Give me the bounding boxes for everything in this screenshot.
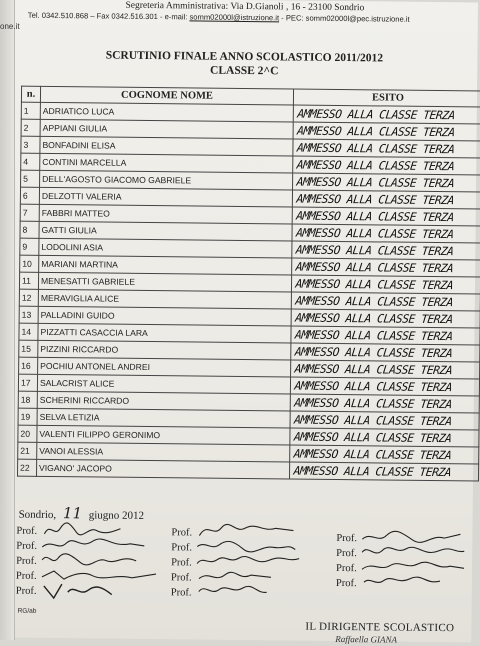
row-number: 1: [21, 102, 40, 119]
prof-label: Prof.: [16, 555, 37, 567]
handwritten-esito-text: AMMESSO ALLA CLASSE TERZA: [295, 208, 455, 225]
prof-label: Prof.: [16, 540, 38, 552]
student-esito: [290, 428, 479, 447]
student-name: DELZOTTI VALERIA: [39, 187, 292, 207]
student-esito: [291, 343, 480, 362]
document-code: RG/ab: [17, 607, 37, 615]
student-name: FABBRI MATTEO: [39, 204, 292, 224]
handwritten-esito-text: AMMESSO ALLA CLASSE TERZA: [295, 174, 455, 191]
handwritten-esito-text: AMMESSO ALLA CLASSE TERZA: [293, 446, 453, 463]
title-line-2: CLASSE 2^C: [210, 64, 279, 78]
student-esito: [291, 360, 480, 379]
student-name: CONTINI MARCELLA: [40, 153, 293, 173]
handwritten-esito-text: AMMESSO ALLA CLASSE TERZA: [292, 463, 452, 480]
student-name: SELVA LETIZIA: [37, 408, 290, 428]
pec-address: somm02000l@pec.istruzione.it: [305, 13, 410, 24]
header-name: COGNOME NOME: [40, 86, 293, 105]
row-number: 18: [18, 391, 37, 408]
student-name: SCHERINI RICCARDO: [37, 391, 290, 411]
row-number: 10: [20, 255, 39, 272]
dirigente-name: Raffaella GIANA: [335, 633, 398, 645]
title-line-1: SCRUTINIO FINALE ANNO SCOLASTICO 2011/2012: [105, 49, 384, 65]
student-esito: [293, 156, 480, 175]
student-esito: [292, 224, 480, 243]
student-esito: [290, 445, 479, 464]
handwritten-esito-text: AMMESSO ALLA CLASSE TERZA: [296, 140, 456, 157]
prof-label: Prof.: [335, 562, 357, 575]
student-name: PIZZINI RICCARDO: [38, 340, 291, 360]
row-number: 17: [18, 374, 37, 391]
student-name: ADRIATICO LUCA: [40, 102, 293, 122]
signature-10: [171, 587, 192, 598]
row-number: 4: [21, 153, 40, 170]
row-number: 15: [19, 340, 38, 357]
pec-prefix: - PEC:: [279, 13, 306, 23]
row-number: 6: [20, 187, 39, 204]
student-name: VALENTI FILIPPO GERONIMO: [37, 425, 290, 445]
row-number: 11: [19, 272, 38, 289]
signature-7: [171, 542, 192, 553]
handwritten-esito-text: AMMESSO ALLA CLASSE TERZA: [294, 327, 454, 344]
handwritten-esito-text: AMMESSO ALLA CLASSE TERZA: [296, 106, 456, 123]
prof-label: Prof.: [15, 585, 37, 597]
student-esito: [293, 173, 480, 192]
signature-9: [171, 572, 192, 583]
adjacent-page-edge: [0, 0, 20, 640]
signature-4: [16, 571, 37, 582]
student-esito: [290, 411, 479, 430]
student-esito: [289, 462, 478, 481]
student-esito: [291, 309, 480, 328]
prof-label: Prof.: [171, 542, 193, 554]
handwritten-signature-icon: [360, 572, 460, 593]
handwritten-esito-text: AMMESSO ALLA CLASSE TERZA: [294, 310, 454, 327]
student-esito: [292, 207, 480, 226]
prof-label: Prof.: [335, 577, 357, 590]
row-number: 3: [21, 136, 40, 153]
student-esito: [293, 122, 480, 141]
handwritten-esito-text: AMMESSO ALLA CLASSE TERZA: [293, 412, 453, 429]
dirigente-title: IL DIRIGENTE SCOLASTICO: [305, 620, 455, 635]
student-name: MENESATTI GABRIELE: [38, 272, 291, 292]
row-number: 12: [19, 289, 38, 306]
student-name: VIGANO' JACOPO: [37, 459, 290, 479]
student-name: DELL'AGOSTO GIACOMO GABRIELE: [40, 170, 293, 190]
student-esito: [291, 326, 480, 345]
handwritten-esito-text: AMMESSO ALLA CLASSE TERZA: [293, 395, 453, 412]
signature-2: [16, 541, 37, 552]
prof-label: Prof.: [16, 525, 38, 537]
signature-12: [336, 548, 357, 559]
prof-label: Prof.: [171, 527, 193, 539]
student-name: LODOLINI ASIA: [39, 238, 292, 258]
signature-13: [336, 563, 357, 574]
handwritten-signature-icon: [195, 582, 285, 603]
handwritten-esito-text: AMMESSO ALLA CLASSE TERZA: [293, 361, 453, 378]
row-number: 2: [21, 119, 40, 136]
student-name: MERAVIGLIA ALICE: [38, 289, 291, 309]
row-number: 13: [19, 306, 38, 323]
handwritten-signature-icon: [40, 580, 140, 603]
date-prefix: Sondrio,: [18, 508, 57, 522]
signature-11: [336, 533, 357, 544]
row-number: 5: [21, 170, 40, 187]
handwritten-esito-text: AMMESSO ALLA CLASSE TERZA: [293, 378, 453, 395]
student-esito: [293, 105, 480, 124]
student-name: MARIANI MARTINA: [39, 255, 292, 275]
student-name: SALACRIST ALICE: [37, 374, 290, 394]
student-name: APPIANI GIULIA: [40, 119, 293, 139]
row-number: 14: [19, 323, 38, 340]
student-name: PALLADINI GUIDO: [38, 306, 291, 326]
student-esito: [292, 241, 480, 260]
prof-label: Prof.: [15, 570, 37, 582]
document-title: [11, 48, 477, 81]
date-suffix: giugno 2012: [88, 509, 145, 522]
table-body: [18, 102, 480, 481]
row-number: 19: [18, 408, 37, 425]
document-sheet: [5, 0, 478, 645]
signature-5: [16, 586, 37, 597]
handwritten-esito-text: AMMESSO ALLA CLASSE TERZA: [293, 429, 453, 446]
signature-3: [16, 556, 37, 567]
prof-label: Prof.: [336, 547, 357, 560]
student-esito: [291, 275, 480, 294]
handwritten-esito-text: AMMESSO ALLA CLASSE TERZA: [294, 276, 454, 293]
header-address: Segreteria Amministrativa: Via D.Gianoli , 16 - 23100 Sondrio: [125, 0, 365, 14]
signature-6: [171, 527, 192, 538]
student-name: POCHIU ANTONEL ANDREI: [38, 357, 291, 377]
student-esito: [291, 292, 480, 311]
prof-label: Prof.: [171, 557, 192, 569]
signature-1: [16, 526, 37, 537]
header-esito: ESITO: [293, 89, 480, 107]
signature-8: [171, 557, 192, 568]
handwritten-esito-text: AMMESSO ALLA CLASSE TERZA: [294, 344, 454, 361]
row-number: 20: [18, 425, 37, 442]
handwritten-esito-text: AMMESSO ALLA CLASSE TERZA: [295, 225, 455, 242]
prof-label: Prof.: [170, 587, 192, 599]
handwritten-esito-text: AMMESSO ALLA CLASSE TERZA: [296, 123, 456, 140]
student-name: BONFADINI ELISA: [40, 136, 293, 156]
student-esito: [293, 139, 480, 158]
results-table: [17, 86, 480, 482]
handwritten-esito-text: AMMESSO ALLA CLASSE TERZA: [295, 191, 455, 208]
student-esito: [290, 377, 479, 396]
row-number: 7: [20, 204, 39, 221]
row-number: 9: [20, 238, 39, 255]
email-link[interactable]: somm02000l@istruzione.it: [189, 12, 280, 23]
student-esito: [292, 190, 480, 209]
prof-label: Prof.: [336, 532, 358, 545]
table-row: [18, 459, 479, 481]
student-name: PIZZATTI CASACCIA LARA: [38, 323, 291, 343]
handwritten-esito-text: AMMESSO ALLA CLASSE TERZA: [296, 157, 456, 174]
contacts-prefix: Tel. 0342.510.868 – Fax 0342.516.301 - e-mail:: [27, 10, 190, 22]
student-esito: [292, 258, 480, 277]
signature-14: [336, 578, 357, 589]
row-number: 21: [18, 442, 37, 459]
row-number: 8: [20, 221, 39, 238]
date-day: 11: [62, 504, 83, 523]
adjacent-page-text: one.it: [0, 22, 20, 31]
prof-label: Prof.: [170, 572, 192, 584]
handwritten-esito-text: AMMESSO ALLA CLASSE TERZA: [295, 259, 454, 276]
student-name: VANOI ALESSIA: [37, 442, 290, 462]
student-esito: [290, 394, 479, 413]
row-number: 22: [18, 459, 37, 476]
handwritten-esito-text: AMMESSO ALLA CLASSE TERZA: [294, 293, 454, 310]
header-num: n.: [21, 86, 40, 102]
student-name: GATTI GIULIA: [39, 221, 292, 241]
row-number: 16: [19, 357, 38, 374]
handwritten-esito-text: AMMESSO ALLA CLASSE TERZA: [295, 242, 455, 259]
